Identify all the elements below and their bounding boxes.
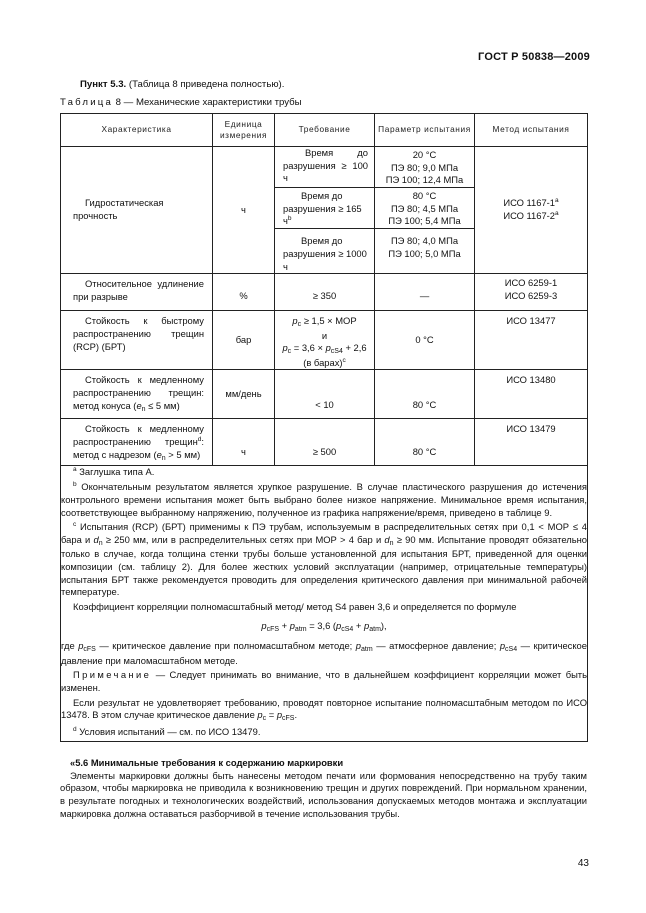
cell-characteristic: Стойкость к быстрому распространению трещин (RCP) (БРТ) (73, 315, 204, 352)
cell-characteristic: Стойкость к медленному распространению трещин: метод конуса ($e_n \le 5$ мм) (73, 374, 204, 413)
cell-characteristic: Стойкость к медленному распространению трещин$^d$: метод с надрезом ($e_n > 5$ мм) (73, 423, 204, 462)
marking-section (60, 757, 587, 820)
table-caption: Таблица 8 — Механические характеристики трубы (60, 97, 302, 108)
table-row (61, 419, 588, 466)
table-footnotes (61, 466, 588, 741)
cell-requirement: Время до разрушения ≥ 100 ч (283, 147, 368, 184)
correlation-text: Коэффициент корреляции полномасштабный метод/ метод S4 равен 3,6 и определяется по формуле (73, 601, 517, 613)
document-header: ГОСТ Р 50838—2009 (478, 51, 590, 63)
cell-method: ИСО 6259-1 ИСО 6259-3 (475, 274, 588, 311)
cell-parameter: 80 °С (375, 419, 475, 466)
cell-parameter: 80 °С ПЭ 80; 4,5 МПа ПЭ 100; 5,4 МПа (375, 188, 475, 229)
footnote-a: $^a$ Заглушка типа А. (73, 466, 155, 478)
section-title: «5.6 Минимальные требования к содержанию маркировки (70, 757, 344, 768)
cell-unit: мм/день (213, 370, 275, 419)
table-row (61, 370, 588, 419)
cell-method: ИСО 13479 (475, 419, 588, 466)
cell-method: ИСО 13480 (475, 370, 588, 419)
cell-requirement: ≥ 350 (275, 274, 375, 311)
cell-requirement: ≥ 500 (275, 419, 375, 466)
section-body: Элементы маркировки должны быть нанесены методом печати или формования непосредственно на трубу таким образом, чтобы маркировка не приводила к возникновению трещин и других повреждений. При нормальном хранении, в результате погодных и технологических воздействий, использования допускаемых методов монтажа и эксплуатации маркировка должна оставаться разборчивой в течение использования трубы. (60, 769, 587, 819)
cell-unit: ч (213, 419, 275, 466)
point-paragraph: Пункт 5.3. (Таблица 8 приведена полностью). (80, 79, 285, 90)
col-header: Характеристика (61, 114, 213, 147)
cell-requirement: $p_c \ge 1,5$ × МОР и $p_c = 3,6 \times p_{cS4} + 2,6$ (в барах)$^c$ (275, 311, 375, 370)
col-header: Метод испытания (475, 114, 588, 147)
footnote-d: $^d$ Условия испытаний — см. по ИСО 13479. (73, 725, 261, 737)
page-number: 43 (577, 858, 589, 869)
cell-requirement: Время до разрушения ≥ 1000 ч (283, 235, 367, 272)
table-row (61, 147, 588, 188)
footnote-c: $^c$ Испытания (RCP) (БРТ) применимы к ПЭ трубам, используемым в распределительных сетях при 0,1 < МОР ≤ 4 бара и $d_n \ge 250$ мм, или в распределительных сетях при МОР > 4 бар и $d_n \ge 90$ мм. Испытание проводят обязательно только в случае, когда толщина стенки трубы больше установленной для испытания БРТ, приведенной для оценки композиции (см. таблицу 2). Для более жестких условий эксплуатации (например, отрицательные температуры) испытания БРТ также рекомендуется проводить для определения критического давления при минимальной рабочей температуре. (61, 521, 587, 598)
cell-requirement: Время до разрушения ≥ 165 $ч^b$ (283, 190, 362, 227)
table-header-row (61, 114, 588, 147)
col-header: Параметр испытания (375, 114, 475, 147)
cell-method: ИСО 1167-1$^a$ ИСО 1167-2$^a$ (475, 147, 588, 274)
table-footnotes-row (61, 466, 588, 741)
col-header: Единица измерения (213, 114, 275, 147)
cell-characteristic: Гидростатическая прочность (73, 197, 164, 222)
cell-method: ИСО 13477 (475, 311, 588, 370)
col-header: Требование (275, 114, 375, 147)
footnote-b: $^b$ Окончательным результатом является хрупкое разрушение. В случае пластического разрушения до истечения контрольного времени испытания может быть выбрано более низкое напряжение. Минимальное время испытания, соответствующее выбранному напряжению, полученное из графика напряжение/время, приведено в таблице 9. (61, 481, 587, 518)
cell-parameter: 0 °С (375, 311, 475, 370)
table-row (61, 274, 588, 311)
cell-unit: бар (213, 311, 275, 370)
cell-parameter: — (375, 274, 475, 311)
cell-requirement: < 10 (275, 370, 375, 419)
mechanical-properties-table (60, 113, 588, 742)
cell-parameter: 20 °С ПЭ 80; 9,0 МПа ПЭ 100; 12,4 МПа (375, 147, 475, 188)
formula-where: где $p_{cFS}$ — критическое давление при полномасштабном методе; $p_{atm}$ — атмосферное давление; $p_{cS4}$ — критическое давление при маломасштабном методе. (61, 640, 587, 666)
correlation-formula: $p_{cFS} + p_{atm} = 3,6$ $(p_{cS4} + p_{atm})$, (261, 619, 387, 633)
cell-parameter: ПЭ 80; 4,0 МПа ПЭ 100; 5,0 МПа (375, 229, 475, 274)
table-row (61, 311, 588, 370)
note-paragraph: Примечание — Следует принимать во внимание, что в дальнейшем коэффициент корреляции может быть изменен. (61, 669, 587, 693)
cell-characteristic: Относительное удлинение при разрыве (73, 278, 204, 302)
cell-unit: % (213, 274, 275, 311)
cell-unit: ч (213, 147, 275, 274)
cell-parameter: 80 °С (375, 370, 475, 419)
retest-paragraph: Если результат не удовлетворяет требованию, проводят повторное испытание полномасштабным методом по ИСО 13478. В этом случае критическое давление $p_c = p_{cFS}$. (61, 696, 587, 723)
